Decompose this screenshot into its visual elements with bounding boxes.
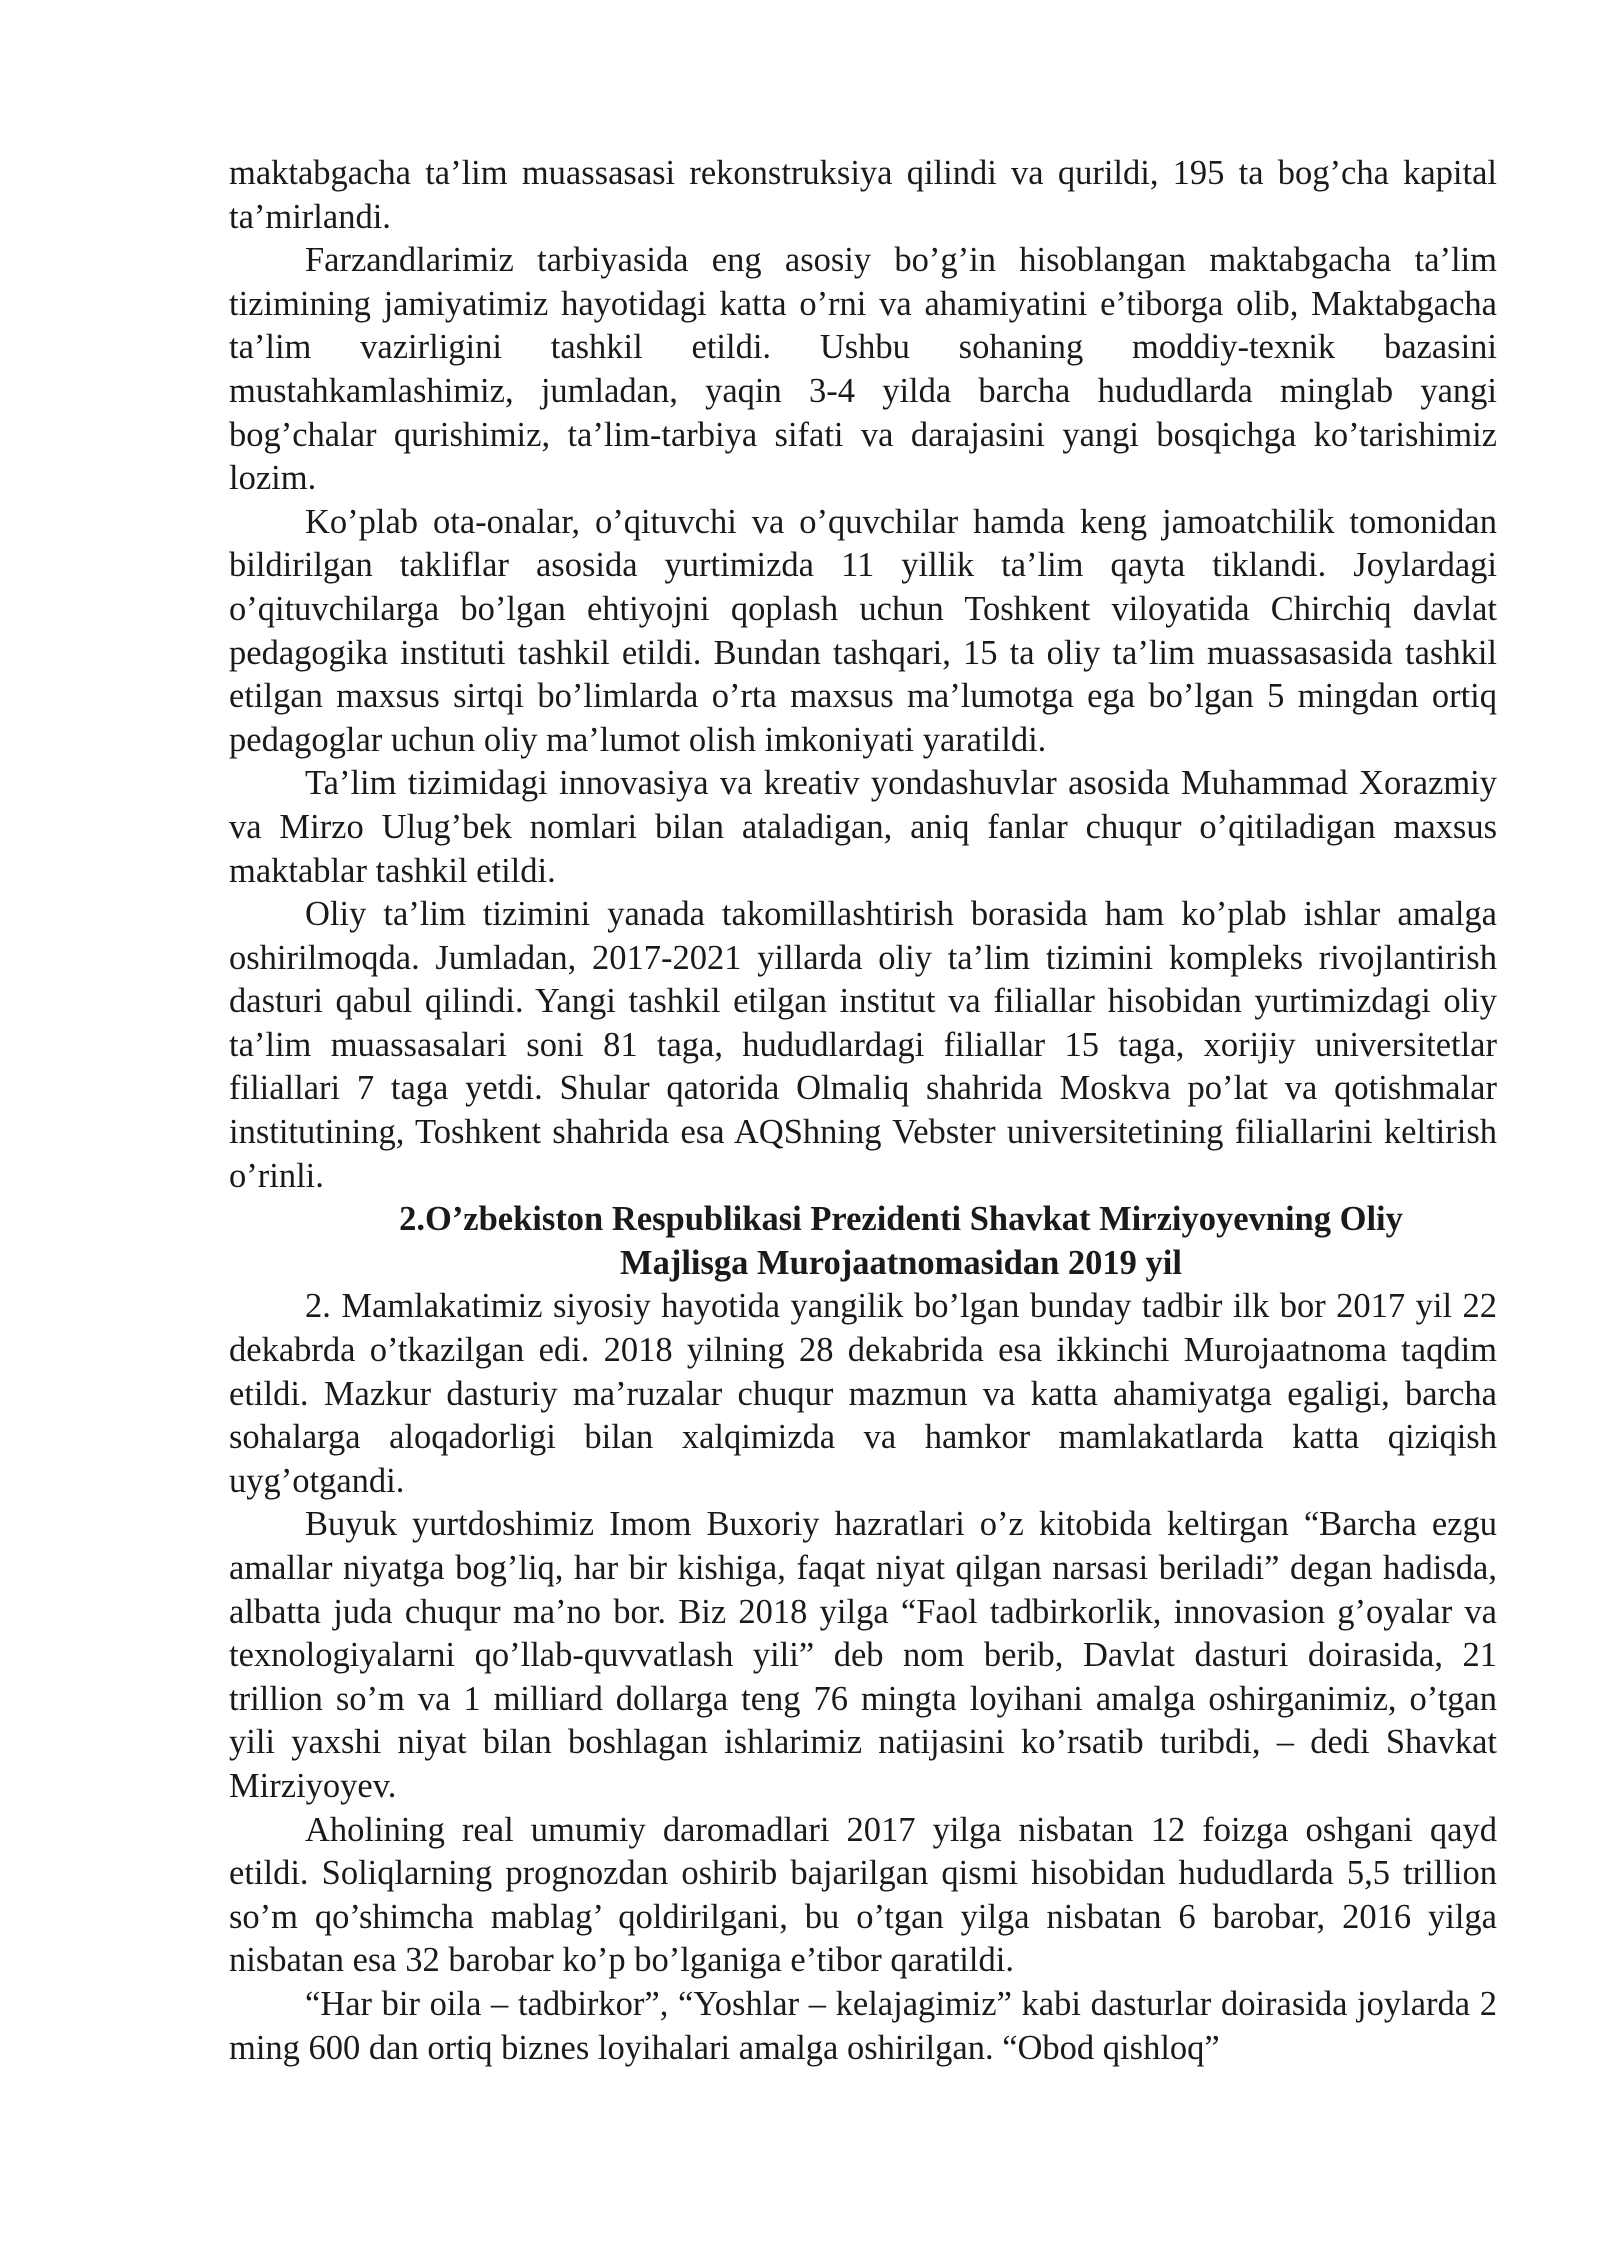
paragraph-programs: “Har bir oila – tadbirkor”, “Yoshlar – kelajagimiz” kabi dasturlar doirasida joylarda 2 ming 600 dan ortiq biznes loyihalari amalga oshirilgan. “Obod qishloq” (229, 1984, 1497, 2067)
paragraph-higher-education: Oliy ta’lim tizimini yanada takomillashtirish borasida ham ko’plab ishlar amalga oshirilmoqda. Jumladan, 2017-2021 yillarda oliy ta’lim tizimini kompleks rivojlantirish dasturi qabul qilindi. Yangi tashkil etilgan institut va filiallar hisobidan yurtimizdagi oliy ta’lim muassasalari soni 81 taga, hududlardagi filiallar 15 taga, xorijiy universitetlar filiallari 7 taga yetdi. Shular qatorida Olmaliq shahrida Moskva po’lat va qotishmalar institutining, Toshkent shahrida esa AQShning Vebster universitetining filiallarini keltirish o’rinli. (229, 895, 1497, 1195)
paragraph-teacher-training: Ko’plab ota-onalar, o’qituvchi va o’quvchilar hamda keng jamoatchilik tomonidan bildirilgan takliflar asosida yurtimizda 11 yillik ta’lim qayta tiklandi. Joylardagi o’qituvchilarga bo’lgan ehtiyojni qoplash uchun Toshkent viloyatida Chirchiq davlat pedagogika instituti tashkil etildi. Bundan tashqari, 15 ta oliy ta’lim muassasasida tashkil etilgan maxsus sirtqi bo’limlarda o’rta maxsus ma’lumotga ega bo’lgan 5 mingdan ortiq pedagoglar uchun oliy ma’lumot olish imkoniyati yaratildi. (229, 502, 1497, 759)
section-heading-line-2: Majlisga Murojaatnomasidan 2019 yil (620, 1243, 1182, 1282)
paragraph-continuation: maktabgacha ta’lim muassasasi rekonstruksiya qilindi va qurildi, 195 ta bog’cha kapital ta’mirlandi. (229, 154, 1497, 236)
paragraph-bukhari-quote: Buyuk yurtdoshimiz Imom Buxoriy hazratlari o’z kitobida keltirgan “Barcha ezgu amallar niyatga bog’liq, har bir kishiga, faqat niyat qilgan narsasi beriladi” degan hadisda, albatta juda chuqur ma’no bor. Biz 2018 yilga “Faol tadbirkorlik, innovasion g’oyalar va texnologiyalarni qo’llab-quvvatlash yili” deb nom berib, Davlat dasturi doirasida, 21 trillion so’m va 1 milliard dollarga teng 76 mingta loyihani amalga oshirganimiz, o’tgan yili yaxshi niyat bilan boshlagan ishlarimiz natijasini ko’rsatib turibdi, – dedi Shavkat Mirziyoyev. (229, 1505, 1497, 1805)
paragraph-income-growth: Aholining real umumiy daromadlari 2017 yilga nisbatan 12 foizga oshgani qayd etildi. Soliqlarning prognozdan oshirib bajarilgan qismi hisobidan hududlarda 5,5 trillion so’m qo’shimcha mablag’ qoldirilgani, bu o’tgan yilga nisbatan 6 barobar, 2016 yilga nisbatan esa 32 barobar ko’p bo’lganiga e’tibor qaratildi. (229, 1810, 1497, 1980)
paragraph-preschool-ministry: Farzandlarimiz tarbiyasida eng asosiy bo’g’in hisoblangan maktabgacha ta’lim tizimining jamiyatimiz hayotidagi katta o’rni va ahamiyatini e’tiborga olib, Maktabgacha ta’lim vazirligini tashkil etildi. Ushbu sohaning moddiy-texnik bazasini mustahkamlashimiz, jumladan, yaqin 3-4 yilda barcha hududlarda minglab yangi bog’chalar qurishimiz, ta’lim-tarbiya sifati va darajasini yangi bosqichga ko’tarishimiz lozim. (229, 241, 1497, 498)
section-heading (229, 1198, 1497, 1285)
paragraph-address-history: 2. Mamlakatimiz siyosiy hayotida yangilik bo’lgan bunday tadbir ilk bor 2017 yil 22 dekabrda o’tkazilgan edi. 2018 yilning 28 dekabrida esa ikkinchi Murojaatnoma taqdim etildi. Mazkur dasturiy ma’ruzalar chuqur mazmun va katta ahamiyatga egaligi, barcha sohalarga aloqadorligi bilan xalqimizda va hamkor mamlakatlarda katta qiziqish uyg’otgandi. (229, 1287, 1497, 1500)
document-page (229, 152, 1497, 2070)
section-heading-line-1: 2.O’zbekiston Respublikasi Prezidenti Shavkat Mirziyoyevning Oliy (399, 1200, 1403, 1239)
paragraph-specialized-schools: Ta’lim tizimidagi innovasiya va kreativ yondashuvlar asosida Muhammad Xorazmiy va Mirzo Ulug’bek nomlari bilan ataladigan, aniq fanlar chuqur o’qitiladigan maxsus maktablar tashkil etildi. (229, 764, 1497, 890)
